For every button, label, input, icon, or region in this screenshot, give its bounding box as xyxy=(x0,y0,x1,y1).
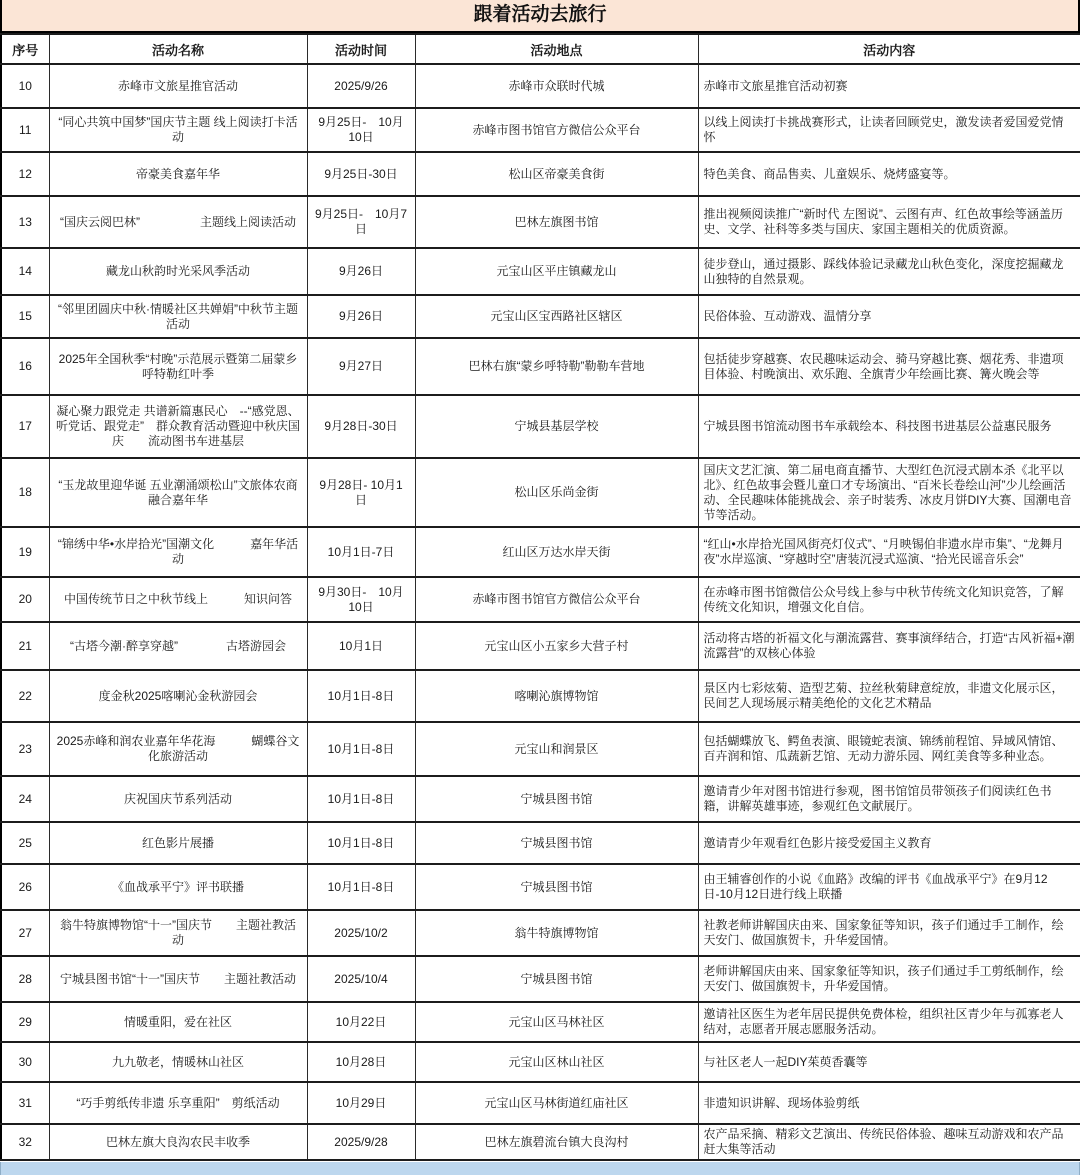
cell-no: 27 xyxy=(1,910,49,956)
cell-content: 农产品采摘、精彩文艺演出、传统民俗体验、趣味互动游戏和农产品赶大集等活动 xyxy=(698,1124,1080,1160)
cell-time: 10月1日-8日 xyxy=(307,670,415,722)
header-cell-time: 活动时间 xyxy=(307,34,415,64)
table-row xyxy=(1,577,1080,622)
cell-content: 推出视频阅读推广“新时代 左图说”、云图有声、红色故事绘等涵盖历史、文学、社科等多类与国庆、家国主题相关的优质资源。 xyxy=(698,196,1080,248)
cell-time: 10月1日 xyxy=(307,622,415,670)
header-cell-place: 活动地点 xyxy=(415,34,698,64)
cell-time: 9月25日- 10月7日 xyxy=(307,196,415,248)
cell-content: 老师讲解国庆由来、国家象征等知识，孩子们通过手工剪纸制作，绘天安门、做国旗贺卡，升华爱国情。 xyxy=(698,956,1080,1002)
cell-no: 11 xyxy=(1,108,49,152)
cell-name: 情暖重阳，爱在社区 xyxy=(49,1002,307,1042)
cell-content: 在赤峰市图书馆微信公众号线上参与中秋节传统文化知识竞答，了解传统文化知识，增强文化自信。 xyxy=(698,577,1080,622)
cell-no: 14 xyxy=(1,248,49,295)
cell-content: 邀请青少年观看红色影片接受爱国主义教育 xyxy=(698,822,1080,864)
table-row xyxy=(1,776,1080,822)
cell-time: 9月25日-30日 xyxy=(307,152,415,196)
cell-no: 32 xyxy=(1,1124,49,1160)
cell-content: 非遗知识讲解、现场体验剪纸 xyxy=(698,1082,1080,1124)
cell-time: 9月25日- 10月10日 xyxy=(307,108,415,152)
cell-no: 22 xyxy=(1,670,49,722)
cell-content: “红山•水岸拾光国风街亮灯仪式”、“月映锡伯非遗水岸市集”、“龙舞月夜”水岸巡演、“穿越时空”唐装沉浸式巡演、“拾光民谣音乐会” xyxy=(698,527,1080,577)
cell-no: 17 xyxy=(1,395,49,458)
table-row xyxy=(1,864,1080,910)
cell-place: 巴林右旗“蒙乡呼特勒”勒勒车营地 xyxy=(415,338,698,395)
cell-name: 红色影片展播 xyxy=(49,822,307,864)
cell-time: 2025/10/2 xyxy=(307,910,415,956)
cell-place: 元宝山和润景区 xyxy=(415,722,698,776)
cell-time: 2025/9/28 xyxy=(307,1124,415,1160)
cell-content: 景区内七彩炫菊、造型艺菊、拉丝秋菊肆意绽放，非遗文化展示区，民间艺人现场展示精美绝伦的文化艺术精品 xyxy=(698,670,1080,722)
cell-time: 10月28日 xyxy=(307,1042,415,1082)
table-row xyxy=(1,1002,1080,1042)
cell-time: 9月26日 xyxy=(307,248,415,295)
cell-name: “古塔今潮·醉享穿越” 古塔游园会 xyxy=(49,622,307,670)
cell-name: 中国传统节日之中秋节线上 知识问答 xyxy=(49,577,307,622)
cell-time: 2025/9/26 xyxy=(307,64,415,108)
cell-place: 元宝山区平庄镇藏龙山 xyxy=(415,248,698,295)
cell-place: 红山区万达水岸天街 xyxy=(415,527,698,577)
cell-place: 宁城县图书馆 xyxy=(415,776,698,822)
header-cell-no: 序号 xyxy=(1,34,49,64)
cell-name: 凝心聚力跟党走 共谱新篇惠民心 --“感党恩、听党话、跟党走” 群众教育活动暨迎中秋庆国庆 流动图书车进基层 xyxy=(49,395,307,458)
cell-content: 宁城县图书馆流动图书车承载绘本、科技图书进基层公益惠民服务 xyxy=(698,395,1080,458)
cell-name: 帝豪美食嘉年华 xyxy=(49,152,307,196)
cell-place: 宁城县图书馆 xyxy=(415,864,698,910)
next-section-strip xyxy=(0,1162,1080,1175)
cell-content: 由王辅睿创作的小说《血路》改编的评书《血战承平宁》在9月12日-10月12日进行线上联播 xyxy=(698,864,1080,910)
cell-content: 徒步登山，通过摄影、踩线体验记录藏龙山秋色变化，深度挖掘藏龙山独特的自然景观。 xyxy=(698,248,1080,295)
cell-place: 宁城县图书馆 xyxy=(415,956,698,1002)
cell-no: 18 xyxy=(1,458,49,527)
cell-content: 特色美食、商品售卖、儿童娱乐、烧烤盛宴等。 xyxy=(698,152,1080,196)
table-row xyxy=(1,295,1080,338)
cell-no: 30 xyxy=(1,1042,49,1082)
cell-no: 19 xyxy=(1,527,49,577)
cell-no: 21 xyxy=(1,622,49,670)
cell-no: 20 xyxy=(1,577,49,622)
cell-no: 10 xyxy=(1,64,49,108)
cell-content: 邀请社区医生为老年居民提供免费体检，组织社区青少年与孤寡老人结对，志愿者开展志愿服务活动。 xyxy=(698,1002,1080,1042)
table-row xyxy=(1,64,1080,108)
cell-place: 翁牛特旗博物馆 xyxy=(415,910,698,956)
cell-content: 活动将古塔的祈福文化与潮流露营、赛事演绎结合，打造“古风祈福+潮流露营”的双核心体验 xyxy=(698,622,1080,670)
header-row xyxy=(1,34,1080,64)
cell-content: 民俗体验、互动游戏、温情分享 xyxy=(698,295,1080,338)
cell-time: 10月22日 xyxy=(307,1002,415,1042)
cell-no: 28 xyxy=(1,956,49,1002)
cell-no: 26 xyxy=(1,864,49,910)
cell-time: 10月1日-8日 xyxy=(307,776,415,822)
table-row xyxy=(1,956,1080,1002)
table-row xyxy=(1,910,1080,956)
cell-time: 10月1日-7日 xyxy=(307,527,415,577)
cell-name: 度金秋2025喀喇沁金秋游园会 xyxy=(49,670,307,722)
cell-name: 宁城县图书馆“十一”国庆节 主题社教活动 xyxy=(49,956,307,1002)
cell-place: 元宝山区马林街道红庙社区 xyxy=(415,1082,698,1124)
cell-content: 邀请青少年对图书馆进行参观，图书馆馆员带领孩子们阅读红色书籍，讲解英雄事迹，参观红色文献展厅。 xyxy=(698,776,1080,822)
cell-no: 12 xyxy=(1,152,49,196)
cell-name: 巴林左旗大良沟农民丰收季 xyxy=(49,1124,307,1160)
cell-time: 9月28日- 10月1日 xyxy=(307,458,415,527)
cell-place: 赤峰市图书馆官方微信公众平台 xyxy=(415,108,698,152)
cell-time: 9月30日- 10月10日 xyxy=(307,577,415,622)
table-row xyxy=(1,395,1080,458)
table-row xyxy=(1,248,1080,295)
cell-no: 24 xyxy=(1,776,49,822)
cell-content: 国庆文艺汇演、第二届电商直播节、大型红色沉浸式剧本杀《北平以北》、红色故事会暨儿童口才专场演出、“百米长卷绘山河”少儿绘画活动、全民趣味体能挑战会、亲子时装秀、冰皮月饼DIY大赛、国潮电音节等活动。 xyxy=(698,458,1080,527)
cell-content: 赤峰市文旅星推官活动初赛 xyxy=(698,64,1080,108)
cell-name: 《血战承平宁》评书联播 xyxy=(49,864,307,910)
table-row xyxy=(1,108,1080,152)
cell-place: 宁城县基层学校 xyxy=(415,395,698,458)
cell-name: 藏龙山秋韵时光采风季活动 xyxy=(49,248,307,295)
header-cell-name: 活动名称 xyxy=(49,34,307,64)
cell-place: 松山区乐尚金街 xyxy=(415,458,698,527)
table-row xyxy=(1,722,1080,776)
cell-place: 巴林左旗图书馆 xyxy=(415,196,698,248)
cell-name: 2025年全国秋季“村晚”示范展示暨第二届蒙乡呼特勒红叶季 xyxy=(49,338,307,395)
table-row xyxy=(1,670,1080,722)
cell-time: 10月1日-8日 xyxy=(307,864,415,910)
cell-time: 10月29日 xyxy=(307,1082,415,1124)
cell-place: 巴林左旗碧流台镇大良沟村 xyxy=(415,1124,698,1160)
cell-place: 宁城县图书馆 xyxy=(415,822,698,864)
cell-name: “邻里团圆庆中秋·情暖社区共婵娟”中秋节主题活动 xyxy=(49,295,307,338)
cell-name: “锦绣中华•水岸拾光”国潮文化 嘉年华活动 xyxy=(49,527,307,577)
cell-name: 庆祝国庆节系列活动 xyxy=(49,776,307,822)
cell-no: 25 xyxy=(1,822,49,864)
cell-name: “玉龙故里迎华诞 五业潮涌颂松山”文旅体农商融合嘉年华 xyxy=(49,458,307,527)
cell-content: 与社区老人一起DIY茱萸香囊等 xyxy=(698,1042,1080,1082)
table-row xyxy=(1,622,1080,670)
table-row xyxy=(1,338,1080,395)
cell-no: 31 xyxy=(1,1082,49,1124)
cell-place: 赤峰市众联时代城 xyxy=(415,64,698,108)
cell-name: 九九敬老，情暖林山社区 xyxy=(49,1042,307,1082)
cell-name: “同心共筑中国梦”国庆节主题 线上阅读打卡活动 xyxy=(49,108,307,152)
cell-time: 2025/10/4 xyxy=(307,956,415,1002)
cell-place: 松山区帝豪美食街 xyxy=(415,152,698,196)
cell-name: 翁牛特旗博物馆“十一”国庆节 主题社教活动 xyxy=(49,910,307,956)
table-row xyxy=(1,196,1080,248)
cell-time: 9月26日 xyxy=(307,295,415,338)
table-row xyxy=(1,1124,1080,1160)
cell-time: 10月1日-8日 xyxy=(307,722,415,776)
table-row xyxy=(1,152,1080,196)
cell-time: 9月28日-30日 xyxy=(307,395,415,458)
cell-name: 赤峰市文旅星推官活动 xyxy=(49,64,307,108)
table-row xyxy=(1,458,1080,527)
cell-place: 元宝山区马林社区 xyxy=(415,1002,698,1042)
page-title: 跟着活动去旅行 xyxy=(0,0,1080,33)
cell-name: “巧手剪纸传非遗 乐享重阳” 剪纸活动 xyxy=(49,1082,307,1124)
cell-name: “国庆云阅巴林” 主题线上阅读活动 xyxy=(49,196,307,248)
cell-no: 16 xyxy=(1,338,49,395)
cell-content: 包括蝴蝶放飞、鳄鱼表演、眼镜蛇表演、锦绣前程馆、异域风情馆、百卉润和馆、瓜蔬新艺馆、无动力游乐园、网红美食等多种业态。 xyxy=(698,722,1080,776)
table-row xyxy=(1,822,1080,864)
table-row xyxy=(1,1042,1080,1082)
cell-place: 喀喇沁旗博物馆 xyxy=(415,670,698,722)
cell-no: 23 xyxy=(1,722,49,776)
header-cell-content: 活动内容 xyxy=(698,34,1080,64)
table-row xyxy=(1,527,1080,577)
cell-place: 元宝山区林山社区 xyxy=(415,1042,698,1082)
cell-name: 2025赤峰和润农业嘉年华花海 蝴蝶谷文化旅游活动 xyxy=(49,722,307,776)
cell-time: 9月27日 xyxy=(307,338,415,395)
cell-time: 10月1日-8日 xyxy=(307,822,415,864)
cell-place: 赤峰市图书馆官方微信公众平台 xyxy=(415,577,698,622)
table-row xyxy=(1,1082,1080,1124)
cell-content: 社教老师讲解国庆由来、国家象征等知识，孩子们通过手工制作，绘天安门、做国旗贺卡，升华爱国情。 xyxy=(698,910,1080,956)
cell-content: 以线上阅读打卡挑战赛形式，让读者回顾党史，激发读者爱国爱党情怀 xyxy=(698,108,1080,152)
cell-place: 元宝山区小五家乡大营子村 xyxy=(415,622,698,670)
cell-no: 29 xyxy=(1,1002,49,1042)
cell-content: 包括徒步穿越赛、农民趣味运动会、骑马穿越比赛、烟花秀、非遗项目体验、村晚演出、欢乐跑、全旗青少年绘画比赛、篝火晚会等 xyxy=(698,338,1080,395)
cell-no: 15 xyxy=(1,295,49,338)
cell-no: 13 xyxy=(1,196,49,248)
activities-table xyxy=(0,33,1080,1161)
cell-place: 元宝山区宝西路社区辖区 xyxy=(415,295,698,338)
